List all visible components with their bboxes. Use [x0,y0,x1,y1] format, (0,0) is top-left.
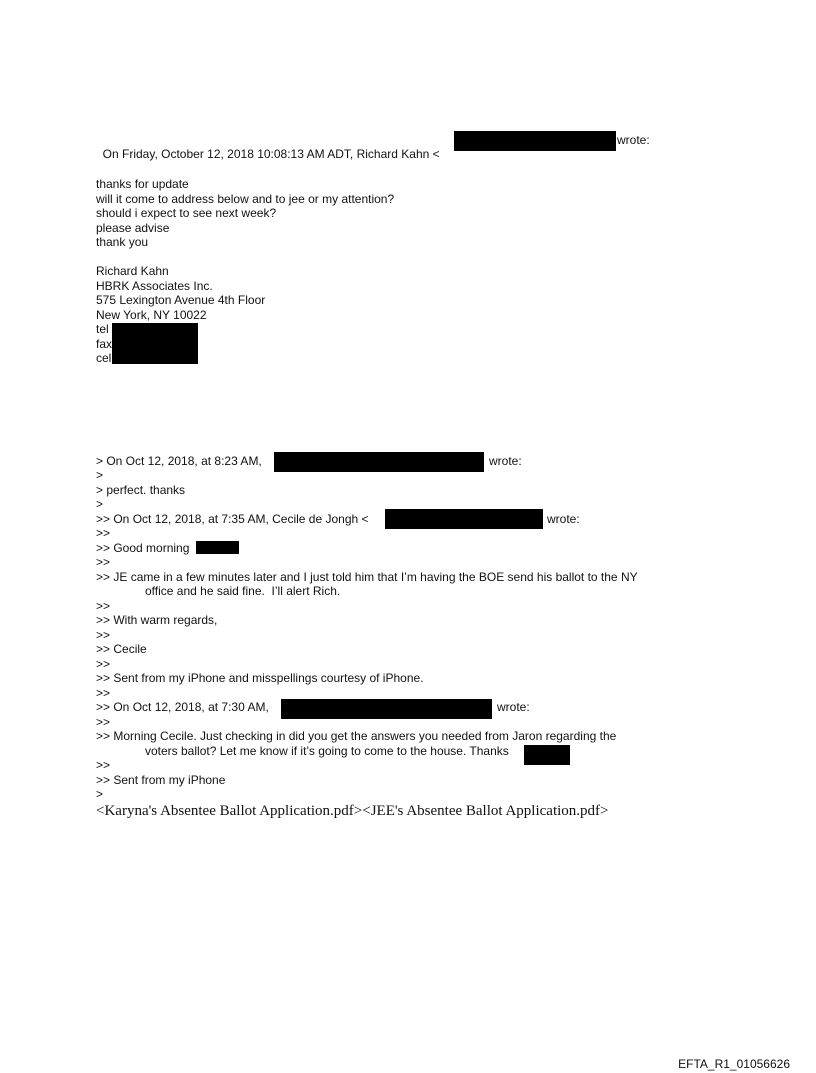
redaction-block [274,452,484,472]
quote-marker: >> [96,758,111,772]
quote-marker: > [96,468,104,482]
header-suffix: wrote: [617,133,650,147]
email-header-line [96,133,440,161]
quote-marker: >> [96,628,111,642]
quote-marker: > [96,497,104,511]
thread-line-2-prefix: >> On Oct 12, 2018, at 7:35 AM, Cecile de Jongh < [96,512,369,526]
signature-company: HBRK Associates Inc. [96,279,213,293]
thread-je-line-1: >> JE came in a few minutes later and I just told him that I’m having the BOE send his ballot to the NY [96,570,638,584]
redaction-block [281,699,492,719]
quote-marker: >> [96,715,111,729]
thread-morning-line-2: voters ballot? Let me know if it’s going to come to the house. Thanks [145,744,509,758]
body-line: please advise [96,221,170,235]
quote-marker: >> [96,657,111,671]
quote-marker: >> [96,526,111,540]
thread-line-1-prefix: > On Oct 12, 2018, at 8:23 AM, [96,454,262,468]
quote-marker: >> [96,555,111,569]
quote-marker: > [96,787,104,801]
signature-address1: 575 Lexington Avenue 4th Floor [96,293,266,307]
redaction-block [524,745,570,765]
signature-cel-label: cel [96,351,112,365]
redaction-block [454,131,616,151]
thread-warm-regards: >> With warm regards, [96,613,218,627]
thread-line-1-suffix: wrote: [489,454,522,468]
signature-name: Richard Kahn [96,264,169,278]
thread-line-3-suffix: wrote: [497,700,530,714]
thread-sent-iphone-misspell: >> Sent from my iPhone and misspellings courtesy of iPhone. [96,671,424,685]
signature-fax-label: fax [96,337,113,351]
body-line: thank you [96,235,149,249]
thread-perfect: > perfect. thanks [96,483,186,497]
redaction-block [385,509,543,529]
body-line: should i expect to see next week? [96,206,277,220]
thread-sent-iphone: >> Sent from my iPhone [96,773,226,787]
document-id: EFTA_R1_01056626 [678,1057,790,1071]
signature-address2: New York, NY 10022 [96,308,207,322]
thread-line-2-suffix: wrote: [547,512,580,526]
quote-marker: >> [96,599,111,613]
redaction-block [112,323,198,364]
quote-marker: >> [96,686,111,700]
header-prefix: On Friday, October 12, 2018 10:08:13 AM ADT, Richard Kahn < [102,147,440,161]
redaction-block [196,541,239,554]
thread-cecile: >> Cecile [96,642,147,656]
thread-good-morning: >> Good morning [96,541,190,555]
body-line: will it come to address below and to jee or my attention? [96,192,395,206]
thread-line-3-prefix: >> On Oct 12, 2018, at 7:30 AM, [96,700,269,714]
attachments-line: <Karyna's Absentee Ballot Application.pdf><JEE's Absentee Ballot Application.pdf> [96,803,609,819]
body-line: thanks for update [96,177,189,191]
signature-tel-label: tel [96,322,109,336]
thread-je-line-2: office and he said fine. I’ll alert Rich. [145,584,341,598]
thread-morning-line-1: >> Morning Cecile. Just checking in did you get the answers you needed from Jaron regarding the [96,729,617,743]
